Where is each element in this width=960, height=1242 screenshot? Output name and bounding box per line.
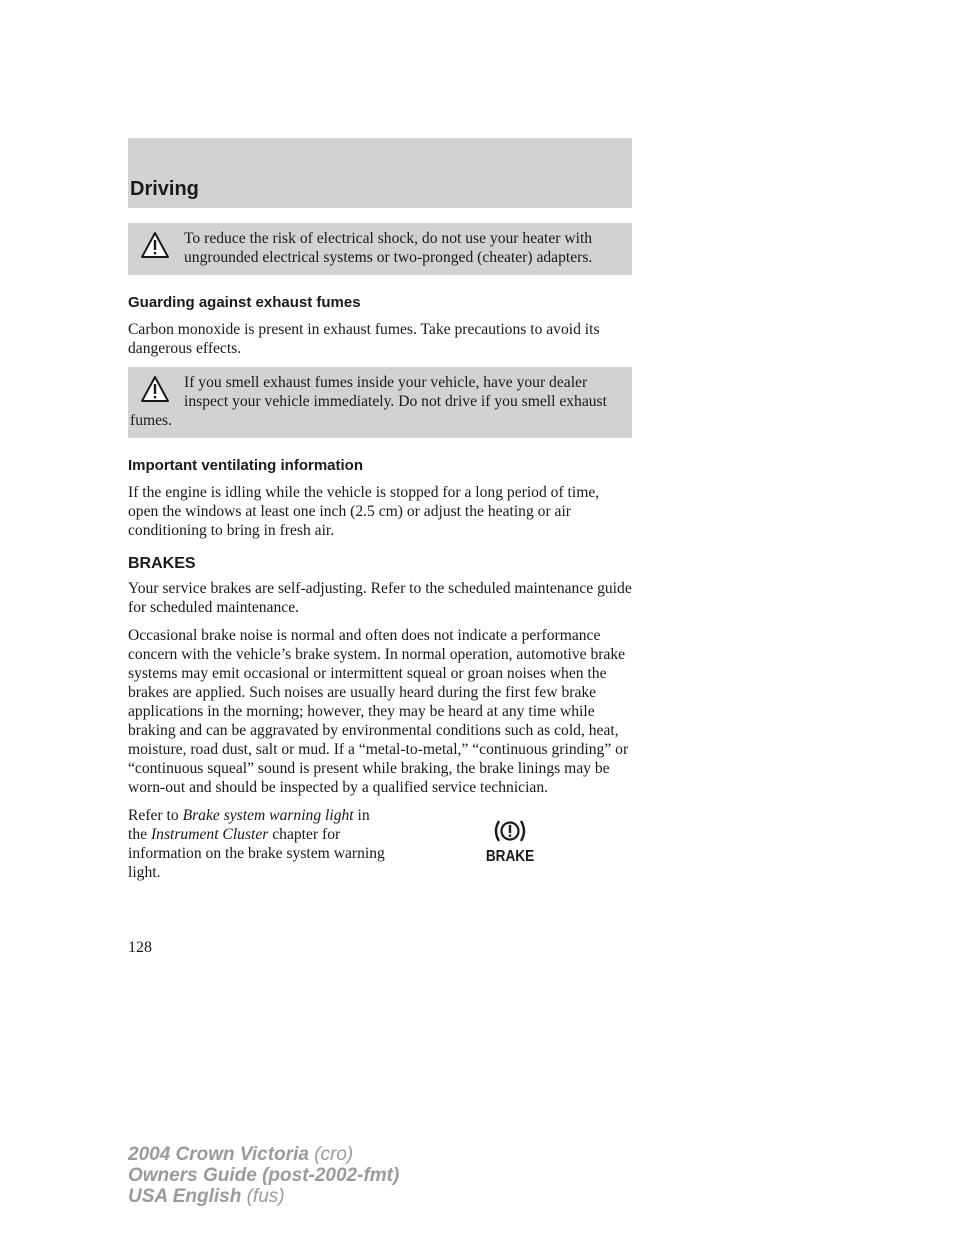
warning-triangle-icon <box>140 375 170 403</box>
warning-box-electrical <box>128 223 632 275</box>
warning-box-exhaust <box>128 367 632 438</box>
footer-line-1: 2004 Crown Victoria (cro) <box>128 1144 354 1165</box>
warning-text: If you smell exhaust fumes inside your vehicle, have your dealer inspect your vehicle immediately. Do not drive if you smell exhaust fumes. <box>130 374 607 429</box>
section-title: Driving <box>130 178 199 200</box>
brake-reference <box>128 806 632 882</box>
page-content <box>128 223 632 882</box>
heading-brakes: BRAKES <box>128 555 196 572</box>
warning-triangle-icon <box>140 231 170 259</box>
document-footer <box>128 1144 399 1207</box>
page-number: 128 <box>128 939 152 956</box>
footer-line-3: USA English (fus) <box>128 1186 285 1207</box>
paragraph-exhaust: Carbon monoxide is present in exhaust fumes. Take precautions to avoid its dangerous effects. <box>128 321 600 357</box>
footer-line-2: Owners Guide (post-2002-fmt) <box>128 1165 400 1186</box>
link-brake-warning-light: Brake system warning light <box>182 807 354 824</box>
header-band <box>128 138 632 208</box>
subheading-exhaust: Guarding against exhaust fumes <box>128 294 361 311</box>
brake-warning-icon <box>492 818 528 844</box>
warning-text: To reduce the risk of electrical shock, do not use your heater with ungrounded electrical systems or two-pronged (cheater) adapters. <box>184 230 593 266</box>
paragraph-brakes-1: Your service brakes are self-adjusting. Refer to the scheduled maintenance guide for scheduled maintenance. <box>128 580 632 616</box>
subheading-ventilating: Important ventilating information <box>128 457 363 474</box>
link-instrument-cluster: Instrument Cluster <box>150 826 269 843</box>
brake-symbol-label: BRAKE <box>485 848 535 865</box>
paragraph-brakes-2: Occasional brake noise is normal and often does not indicate a performance concern with the vehicle’s brake system. In normal operation, automotive brake systems may emit occasional or intermittent squeal or groan noises when the brakes are applied. Such noises are usually heard during the first few brake applications in the morning; however, they may be heard at any time while braking and can be aggravated by environmental conditions such as cold, heat, moisture, road dust, salt or mud. If a “metal-to-metal,” “continuous grinding” or “continuous squeal” sound is present while braking, the brake linings may be worn-out and should be inspected by a qualified service technician. <box>128 627 629 796</box>
paragraph-brake-reference: Refer to Brake system warning light in the Instrument Cluster chapter for information on the brake system warning light. <box>128 807 385 881</box>
paragraph-ventilating: If the engine is idling while the vehicle is stopped for a long period of time, open the windows at least one inch (2.5 cm) or adjust the heating or air conditioning to bring in fresh air. <box>128 484 600 539</box>
brake-warning-symbol <box>480 818 540 866</box>
